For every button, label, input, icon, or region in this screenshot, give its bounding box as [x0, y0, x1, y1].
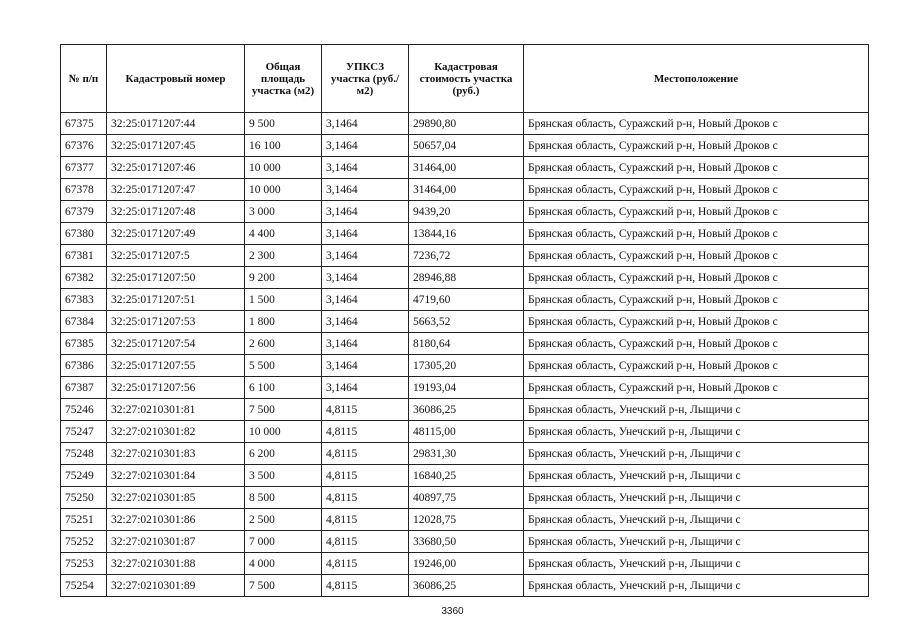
cell-cadastral-value: 36086,25	[409, 399, 524, 421]
table-row	[61, 553, 869, 575]
table-row	[61, 575, 869, 597]
cell-location: Брянская область, Унечский р-н, Лыщичи с	[524, 509, 869, 531]
cell-cadastral-number: 32:27:0210301:84	[107, 465, 245, 487]
cell-area: 5 500	[245, 355, 322, 377]
cell-upksz: 4,8115	[322, 509, 409, 531]
cell-upksz: 3,1464	[322, 245, 409, 267]
cell-area: 2 600	[245, 333, 322, 355]
cell-area: 6 100	[245, 377, 322, 399]
cell-index: 67375	[61, 113, 107, 135]
cell-location: Брянская область, Унечский р-н, Лыщичи с	[524, 421, 869, 443]
cell-cadastral-number: 32:27:0210301:82	[107, 421, 245, 443]
cell-area: 2 500	[245, 509, 322, 531]
table-row	[61, 113, 869, 135]
cell-location: Брянская область, Унечский р-н, Лыщичи с	[524, 443, 869, 465]
cell-location: Брянская область, Суражский р-н, Новый Дроков с	[524, 223, 869, 245]
table-row	[61, 135, 869, 157]
cell-location: Брянская область, Унечский р-н, Лыщичи с	[524, 553, 869, 575]
cell-area: 10 000	[245, 421, 322, 443]
cell-index: 67382	[61, 267, 107, 289]
cell-location: Брянская область, Суражский р-н, Новый Дроков с	[524, 355, 869, 377]
table-row	[61, 289, 869, 311]
cell-upksz: 3,1464	[322, 311, 409, 333]
cell-upksz: 4,8115	[322, 553, 409, 575]
table-row	[61, 333, 869, 355]
cell-location: Брянская область, Суражский р-н, Новый Дроков с	[524, 333, 869, 355]
cell-index: 67383	[61, 289, 107, 311]
table-row	[61, 311, 869, 333]
cell-cadastral-number: 32:27:0210301:83	[107, 443, 245, 465]
cell-cadastral-number: 32:27:0210301:86	[107, 509, 245, 531]
cell-upksz: 3,1464	[322, 333, 409, 355]
cell-cadastral-value: 31464,00	[409, 179, 524, 201]
cell-index: 67380	[61, 223, 107, 245]
cell-cadastral-value: 28946,88	[409, 267, 524, 289]
cell-upksz: 3,1464	[322, 289, 409, 311]
cell-cadastral-value: 31464,00	[409, 157, 524, 179]
cell-upksz: 3,1464	[322, 135, 409, 157]
cell-cadastral-number: 32:25:0171207:55	[107, 355, 245, 377]
cell-location: Брянская область, Суражский р-н, Новый Дроков с	[524, 157, 869, 179]
header-index: № п/п	[61, 45, 107, 113]
table-row	[61, 443, 869, 465]
cell-index: 67379	[61, 201, 107, 223]
cell-area: 1 500	[245, 289, 322, 311]
cell-index: 67387	[61, 377, 107, 399]
cell-upksz: 3,1464	[322, 223, 409, 245]
cell-area: 1 800	[245, 311, 322, 333]
cell-location: Брянская область, Унечский р-н, Лыщичи с	[524, 465, 869, 487]
cell-cadastral-number: 32:25:0171207:47	[107, 179, 245, 201]
cell-location: Брянская область, Суражский р-н, Новый Дроков с	[524, 377, 869, 399]
cell-area: 10 000	[245, 179, 322, 201]
cell-cadastral-number: 32:27:0210301:85	[107, 487, 245, 509]
cell-index: 67376	[61, 135, 107, 157]
cell-location: Брянская область, Суражский р-н, Новый Дроков с	[524, 201, 869, 223]
cell-area: 4 400	[245, 223, 322, 245]
cell-upksz: 3,1464	[322, 377, 409, 399]
cell-upksz: 3,1464	[322, 179, 409, 201]
cell-cadastral-value: 29890,80	[409, 113, 524, 135]
table-row	[61, 531, 869, 553]
table-row	[61, 487, 869, 509]
cell-cadastral-value: 36086,25	[409, 575, 524, 597]
cell-index: 75249	[61, 465, 107, 487]
cell-location: Брянская область, Суражский р-н, Новый Дроков с	[524, 113, 869, 135]
cell-index: 75246	[61, 399, 107, 421]
header-cadastral-number: Кадастровый номер	[107, 45, 245, 113]
cell-cadastral-number: 32:27:0210301:88	[107, 553, 245, 575]
cell-upksz: 4,8115	[322, 443, 409, 465]
cell-upksz: 4,8115	[322, 487, 409, 509]
cell-area: 4 000	[245, 553, 322, 575]
cell-location: Брянская область, Унечский р-н, Лыщичи с	[524, 487, 869, 509]
cell-cadastral-value: 17305,20	[409, 355, 524, 377]
cell-upksz: 4,8115	[322, 575, 409, 597]
cell-location: Брянская область, Суражский р-н, Новый Дроков с	[524, 245, 869, 267]
cell-cadastral-number: 32:25:0171207:5	[107, 245, 245, 267]
cell-location: Брянская область, Унечский р-н, Лыщичи с	[524, 575, 869, 597]
cell-area: 3 500	[245, 465, 322, 487]
cell-index: 67384	[61, 311, 107, 333]
cell-cadastral-number: 32:25:0171207:53	[107, 311, 245, 333]
cell-cadastral-value: 50657,04	[409, 135, 524, 157]
cell-cadastral-value: 48115,00	[409, 421, 524, 443]
cell-cadastral-number: 32:25:0171207:46	[107, 157, 245, 179]
table-row	[61, 399, 869, 421]
cell-index: 75254	[61, 575, 107, 597]
cell-cadastral-number: 32:25:0171207:48	[107, 201, 245, 223]
cell-cadastral-value: 7236,72	[409, 245, 524, 267]
cell-index: 75253	[61, 553, 107, 575]
cell-index: 67386	[61, 355, 107, 377]
cell-location: Брянская область, Суражский р-н, Новый Дроков с	[524, 267, 869, 289]
cell-cadastral-value: 12028,75	[409, 509, 524, 531]
cell-location: Брянская область, Унечский р-н, Лыщичи с	[524, 531, 869, 553]
table-row	[61, 465, 869, 487]
header-area: Общая площадь участка (м2)	[245, 45, 322, 113]
table-row	[61, 509, 869, 531]
cell-location: Брянская область, Суражский р-н, Новый Дроков с	[524, 135, 869, 157]
cell-cadastral-number: 32:25:0171207:56	[107, 377, 245, 399]
cell-index: 75250	[61, 487, 107, 509]
cell-index: 75252	[61, 531, 107, 553]
cell-area: 9 200	[245, 267, 322, 289]
cell-area: 2 300	[245, 245, 322, 267]
cell-upksz: 3,1464	[322, 267, 409, 289]
cell-area: 16 100	[245, 135, 322, 157]
cell-location: Брянская область, Суражский р-н, Новый Дроков с	[524, 289, 869, 311]
cell-cadastral-value: 4719,60	[409, 289, 524, 311]
cell-location: Брянская область, Унечский р-н, Лыщичи с	[524, 399, 869, 421]
cell-cadastral-value: 16840,25	[409, 465, 524, 487]
cell-cadastral-number: 32:25:0171207:51	[107, 289, 245, 311]
cell-index: 67381	[61, 245, 107, 267]
cell-location: Брянская область, Суражский р-н, Новый Дроков с	[524, 179, 869, 201]
table-row	[61, 179, 869, 201]
cell-upksz: 3,1464	[322, 355, 409, 377]
cell-cadastral-value: 5663,52	[409, 311, 524, 333]
cell-cadastral-value: 9439,20	[409, 201, 524, 223]
cell-cadastral-value: 19193,04	[409, 377, 524, 399]
table-row	[61, 245, 869, 267]
header-cadastral-value: Кадастровая стоимость участка (руб.)	[409, 45, 524, 113]
table-row	[61, 377, 869, 399]
table-row	[61, 421, 869, 443]
cadastral-table	[60, 44, 869, 597]
cell-cadastral-number: 32:25:0171207:44	[107, 113, 245, 135]
table-row	[61, 267, 869, 289]
header-location: Местоположение	[524, 45, 869, 113]
cell-area: 8 500	[245, 487, 322, 509]
cell-index: 67377	[61, 157, 107, 179]
table-row	[61, 157, 869, 179]
table-row	[61, 223, 869, 245]
page-number: 3360	[441, 606, 464, 617]
cell-location: Брянская область, Суражский р-н, Новый Дроков с	[524, 311, 869, 333]
cell-index: 75251	[61, 509, 107, 531]
cell-cadastral-value: 29831,30	[409, 443, 524, 465]
cell-index: 75247	[61, 421, 107, 443]
cell-upksz: 3,1464	[322, 157, 409, 179]
cell-area: 10 000	[245, 157, 322, 179]
cell-area: 3 000	[245, 201, 322, 223]
cell-area: 9 500	[245, 113, 322, 135]
header-upksz: УПКСЗ участка (руб./м2)	[322, 45, 409, 113]
table-header-row	[61, 45, 869, 113]
cell-area: 7 000	[245, 531, 322, 553]
cell-upksz: 3,1464	[322, 113, 409, 135]
table-body	[61, 113, 869, 597]
cell-cadastral-number: 32:25:0171207:45	[107, 135, 245, 157]
cell-cadastral-number: 32:27:0210301:81	[107, 399, 245, 421]
cell-cadastral-number: 32:27:0210301:87	[107, 531, 245, 553]
cell-area: 7 500	[245, 575, 322, 597]
cell-cadastral-value: 40897,75	[409, 487, 524, 509]
cell-index: 67385	[61, 333, 107, 355]
table-row	[61, 355, 869, 377]
cell-cadastral-number: 32:25:0171207:50	[107, 267, 245, 289]
table-row	[61, 201, 869, 223]
cell-upksz: 4,8115	[322, 399, 409, 421]
cell-cadastral-number: 32:27:0210301:89	[107, 575, 245, 597]
cell-cadastral-value: 8180,64	[409, 333, 524, 355]
cell-upksz: 4,8115	[322, 421, 409, 443]
cell-cadastral-value: 33680,50	[409, 531, 524, 553]
cell-index: 75248	[61, 443, 107, 465]
cell-upksz: 4,8115	[322, 465, 409, 487]
cell-cadastral-value: 19246,00	[409, 553, 524, 575]
cell-cadastral-number: 32:25:0171207:54	[107, 333, 245, 355]
cell-upksz: 4,8115	[322, 531, 409, 553]
cell-upksz: 3,1464	[322, 201, 409, 223]
cell-area: 7 500	[245, 399, 322, 421]
cell-index: 67378	[61, 179, 107, 201]
cell-cadastral-value: 13844,16	[409, 223, 524, 245]
cell-cadastral-number: 32:25:0171207:49	[107, 223, 245, 245]
cell-area: 6 200	[245, 443, 322, 465]
